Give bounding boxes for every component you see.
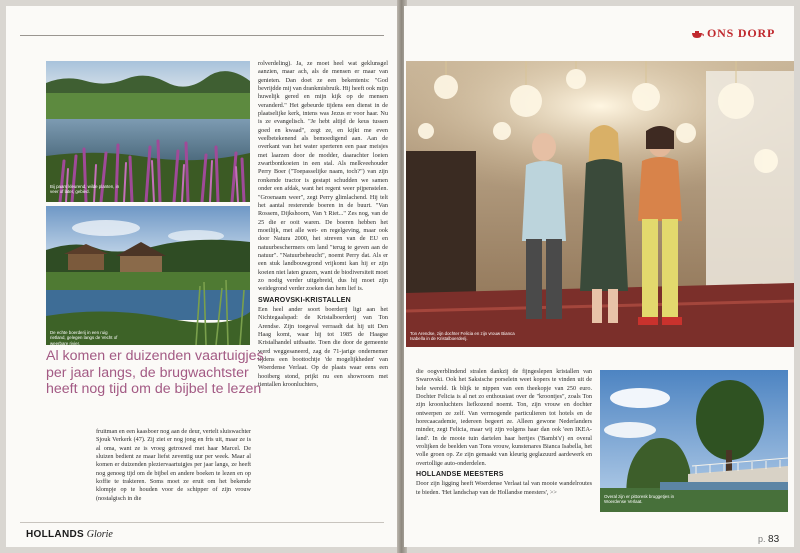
subhead-swarovski: SWAROVSKI-KRISTALLEN xyxy=(258,296,351,304)
photo-farmhouse xyxy=(46,206,250,345)
section-header xyxy=(690,26,775,41)
bridge-image xyxy=(600,370,788,512)
subhead-meesters: HOLLANDSE MEESTERS xyxy=(416,471,504,479)
page-number-value: 83 xyxy=(768,534,780,545)
photo-lake-flowers xyxy=(46,61,250,202)
right-column-1 xyxy=(416,368,592,516)
right-page xyxy=(404,6,794,547)
left-column-2 xyxy=(258,60,388,507)
left-col2-paragraph: rolverdeling). Ja, ze moet heel wat geklunsgel aanzien, maar ach, als de mensen er maar van genieten. Dan doet ze een bekentenis: "God bevrijdde mij van drankmisbruik. Hij heeft ook mijn huwelijk gered en mijn kijk op de mensen veranderd." Het gebeurde tijdens een dienst in de plaatselijke kerk, intens was Jezus er voor haar. Nu is ze evangelisch. "Je hebt altijd de keus tussen goed en kwaad", zegt ze, en kijkt me even veelbetekenend als bemoedigend aan. Aan de overkant van het water sperteren een paar meisjes met laarzen door de modder, daarachter loeien zwartbontkoeien in een stal. Als melkveehouder Perry Boer ("Toepasselijke naam, toch?") van zijn ronkende tractor is gestapt schudden we samen onder een afdak, want het regent weer pijpenstelen. "Groenaam weer", zegt Perry glimlachend. Hij telt het aantal resterende boeren in de buurt. "Van Rossem, Dijkshoorn, Van 't Riet..." Zes nog, van de 25 die er ooit waren. De boeren hebben het moeilijk, met alle wet- en regelgeving, maar ook door Natura 2000, het streven van de EU en natuurbeschermers om land "terug te geven aan de natuur". "Natuurbeheucht", noemt Perry dat. Als er een stuk landbouwgrond vrijkomt kan hij er zijn koeien niet laten grazen, want de biodiversiteit moet zo nodig verder uitgebreid, dus hij moet zijn weidegrond verder zoeken dan hem lief is. xyxy=(258,60,388,293)
photo2-caption: De echte boerderij in een ruig rietland, gelegen langs de Vecht of weerbare rivier. xyxy=(50,330,118,345)
farmhouse-image xyxy=(46,206,250,345)
photo-chandelier-showroom xyxy=(406,61,794,347)
pull-quote: Al komen er duizenden vaartuigjes per jaar langs, de brugwachtster heeft nog tijd om de bijbel te lezen xyxy=(46,348,264,397)
small-photo-caption: Overal zijn er pittoresk bruggetjes in Woerdense Verlaat. xyxy=(604,494,675,505)
bottom-rule xyxy=(20,522,384,523)
teapot-icon xyxy=(690,28,704,40)
logo-brand: HOLLANDS xyxy=(26,529,84,540)
photo1-caption: Bij paars kleurend, wilde planten, in veer of later, gebied. xyxy=(50,184,120,195)
page-number xyxy=(758,534,779,545)
left-column-1 xyxy=(96,428,251,512)
hollands-glorie-logo xyxy=(26,529,113,540)
section-title: ONS DORP xyxy=(707,26,776,40)
left-col2-paragraph-b: Een heel ander soort boerderij ligt aan het Nichtegaalspad: de Kristalboerderij van Ton Arendse. Zijn toegeval verraadt dat hij uit Den Haag komt, waar hij tot 1985 de Haagse Kristalhandel uitbaatte. Toen die door de gemeente werd weggesaneerd, zag de 71-jarige ondernemer tijdens een boottochtje 'de mogelijkheden' van Woerdense Verlaat. Op de plaats waar eens een hooiberg stond, prijkt nu een showroom met tientallen kroonluchters, xyxy=(258,305,388,389)
lake-flowers-image xyxy=(46,61,250,202)
right-col1-paragraph: die oogverblindend stralen dankzij de fijngeslepen kristallen van Swarovski. Ook het Saksische porselein weet kopers te vinden uit de hele wereld. Ik blijk te nippen van een theekopje van 250 euro. Dochter Felicia is al net zo enthousiast over de "kroontjes", zoals Ton zijn kroonluchters liefkozend noemt. Ton, zijn vrouw en dochter ontwerpen ze zelf. Van vermogende particulieren tot hotels en de horecaacademie, iedereen begeert ze. Alleen gewone Nederlanders minder, zegt Felicia, maar wij zijn volgens haar dan ook 'een IKEA-land'. In de mooie tuin dartelen haar hertjes ('Bambi's') en overal vrolijken de beelden van Tons vrouw, kunstenares Bianca Isabella, het volle groen op. Ze zijn gemaakt van kleurig geglazuurd aardewerk en overtollige auto-onderdelen. xyxy=(416,368,592,467)
left-page xyxy=(6,6,398,547)
photo-bridge xyxy=(600,370,788,512)
right-col1-paragraph-b: Door zijn ligging heeft Woerdense Verlaat tal van mooie wandelroutes te bieden. 'Het landschap van de Hollandse meesters', >> xyxy=(416,480,592,496)
logo-tagline: Glorie xyxy=(86,529,113,540)
top-rule xyxy=(20,35,384,36)
chandelier-showroom-image xyxy=(406,61,794,347)
page-label: p. xyxy=(758,534,766,544)
main-photo-caption: Ton Arendse, zijn dochter Felicia en zijn vrouw Bianca Isabella in de Kristalboerderij. xyxy=(410,331,515,342)
left-col1-paragraph: fruitman en een kaasboer nog aan de deur, vertelt sluiswachter Sjouk Verkerk (47). Zij ziet er nog jong en fris uit, maar ze is al oma, want ze is vroeg getrouwd met haar Marcel. De sluizen bedient ze maar liefst zeventig uur per week. Maar al komen er duizenden pleziervaartuigjes per jaar langs, ze heeft nog genoeg tijd om de bijbel en andere boeken te lezen en op koffie te trakteren. Soms moet ze eruit om het bekende klompje op te houden voor de schipper of zijn vrouw (nostalgisch in die xyxy=(96,428,251,502)
